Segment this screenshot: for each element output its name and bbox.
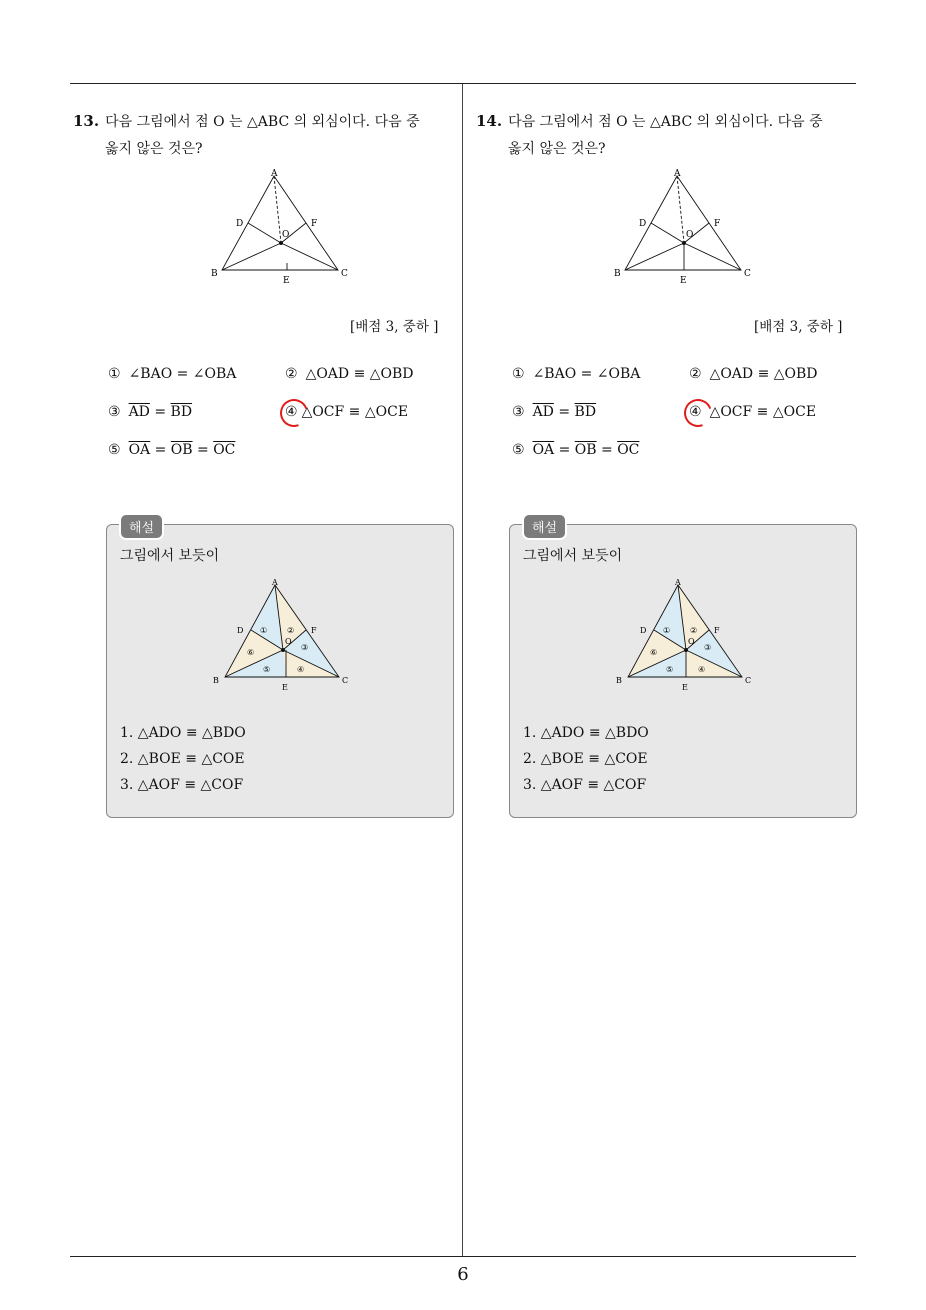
region-mark: ⑥: [650, 648, 658, 657]
segment-bd: $\overline{BD}$: [574, 404, 597, 420]
label-o: O: [285, 637, 292, 646]
solution-line-2: 2. △BOE ≡ △COE: [523, 751, 648, 767]
choice-mark: ③: [512, 404, 525, 420]
region-mark: ③: [301, 643, 309, 652]
top-rule: [70, 83, 856, 84]
region-mark: ⑤: [263, 665, 271, 674]
equals: =: [554, 442, 575, 458]
label-c: C: [745, 676, 752, 685]
choice-mark: ①: [108, 366, 121, 382]
region-mark: ⑤: [666, 665, 674, 674]
solution-box: [106, 521, 454, 818]
segment-ob: $\overline{OB}$: [574, 442, 597, 458]
segment-ad: $\overline{AD}$: [128, 404, 150, 420]
choice-mark: ④: [285, 404, 298, 420]
segment-oc: $\overline{OC}$: [213, 442, 236, 458]
segment-oc: $\overline{OC}$: [617, 442, 640, 458]
choice-5[interactable]: [108, 442, 235, 458]
label-a: A: [675, 578, 681, 587]
region-mark: ①: [663, 626, 671, 635]
question-number: 14.: [476, 112, 503, 130]
equals: =: [192, 442, 214, 458]
question-text-line1: 다음 그림에서 점 O 는 △ABC 의 외심이다. 다음 중: [508, 114, 823, 130]
choice-mark: ⑤: [512, 442, 525, 458]
solution-line-3: 3. △AOF ≡ △COF: [523, 777, 647, 793]
label-d: D: [237, 626, 244, 635]
label-b: B: [614, 269, 621, 279]
equals: =: [553, 404, 575, 420]
label-e: E: [680, 276, 687, 286]
choice-3[interactable]: [108, 404, 192, 420]
equals: =: [150, 442, 171, 458]
page-number: 6: [457, 1264, 469, 1285]
label-c: C: [341, 269, 348, 279]
choice-mark: ③: [108, 404, 121, 420]
region-mark: ④: [297, 665, 305, 674]
question-13-text: [73, 108, 457, 163]
score-label: [배점 3, 중하 ]: [754, 319, 843, 335]
segment-oa: $\overline{OA}$: [128, 442, 151, 458]
label-d: D: [640, 626, 647, 635]
label-d: D: [639, 219, 647, 229]
label-e: E: [282, 683, 288, 692]
label-f: F: [311, 626, 317, 635]
answer-circle-mark: [275, 394, 312, 431]
choice-2[interactable]: [285, 366, 414, 382]
label-e: E: [283, 276, 290, 286]
region-mark: ②: [287, 626, 295, 635]
choice-text: △OCF ≡ △OCE: [709, 404, 817, 420]
choice-4[interactable]: [689, 404, 816, 420]
region-mark: ④: [698, 665, 706, 674]
region-mark: ①: [260, 626, 268, 635]
equals: =: [596, 442, 618, 458]
label-f: F: [714, 626, 720, 635]
solution-tag: 해설: [119, 513, 164, 540]
choice-mark: ④: [689, 404, 702, 420]
region-mark: ⑥: [247, 648, 255, 657]
choice-4[interactable]: [285, 404, 408, 420]
choice-1[interactable]: [512, 366, 640, 382]
solution-line-3: 3. △AOF ≡ △COF: [120, 777, 244, 793]
label-b: B: [213, 676, 219, 685]
solution-figure: [207, 577, 357, 695]
label-d: D: [236, 219, 244, 229]
choice-mark: ①: [512, 366, 525, 382]
segment-bd: $\overline{BD}$: [170, 404, 193, 420]
question-number: 13.: [73, 112, 100, 130]
segment-oa: $\overline{OA}$: [532, 442, 555, 458]
choice-mark: ②: [285, 366, 298, 382]
solution-figure: [610, 577, 760, 695]
label-c: C: [342, 676, 349, 685]
label-b: B: [616, 676, 622, 685]
solution-intro: 그림에서 보듯이: [523, 548, 623, 564]
choice-1[interactable]: [108, 366, 236, 382]
label-f: F: [311, 219, 318, 229]
choice-text: △OAD ≡ △OBD: [305, 366, 414, 382]
choice-text: △OAD ≡ △OBD: [709, 366, 818, 382]
label-o: O: [282, 230, 290, 240]
choice-text: ∠BAO = ∠OBA: [128, 366, 237, 382]
label-f: F: [714, 219, 721, 229]
bottom-rule: [70, 1256, 856, 1257]
triangle-figure: [608, 166, 758, 288]
region-mark: ②: [690, 626, 698, 635]
column-divider: [462, 84, 463, 1256]
solution-line-1: 1. △ADO ≡ △BDO: [523, 725, 649, 741]
solution-box: [509, 521, 857, 818]
label-o: O: [688, 637, 695, 646]
label-o: O: [686, 230, 694, 240]
score-label: [배점 3, 중하 ]: [350, 319, 439, 335]
question-text-line2: 옳지 않은 것은?: [105, 141, 203, 157]
question-text-line1: 다음 그림에서 점 O 는 △ABC 의 외심이다. 다음 중: [105, 114, 420, 130]
choice-text: △OCF ≡ △OCE: [301, 404, 409, 420]
answer-circle-mark: [679, 394, 716, 431]
choice-text: ∠BAO = ∠OBA: [532, 366, 641, 382]
choice-2[interactable]: [689, 366, 818, 382]
equals: =: [149, 404, 171, 420]
triangle-figure: [205, 166, 355, 288]
segment-ad: $\overline{AD}$: [532, 404, 554, 420]
choice-3[interactable]: [512, 404, 596, 420]
label-a: A: [674, 169, 681, 179]
choice-5[interactable]: [512, 442, 639, 458]
solution-line-1: 1. △ADO ≡ △BDO: [120, 725, 246, 741]
label-b: B: [211, 269, 218, 279]
solution-tag: 해설: [522, 513, 567, 540]
solution-intro: 그림에서 보듯이: [120, 548, 220, 564]
label-a: A: [271, 169, 278, 179]
label-c: C: [744, 269, 751, 279]
label-e: E: [682, 683, 688, 692]
question-text-line2: 옳지 않은 것은?: [508, 141, 606, 157]
label-a: A: [272, 578, 278, 587]
choice-mark: ⑤: [108, 442, 121, 458]
segment-ob: $\overline{OB}$: [170, 442, 193, 458]
choice-mark: ②: [689, 366, 702, 382]
question-14-text: [476, 108, 860, 163]
solution-line-2: 2. △BOE ≡ △COE: [120, 751, 245, 767]
region-mark: ③: [704, 643, 712, 652]
